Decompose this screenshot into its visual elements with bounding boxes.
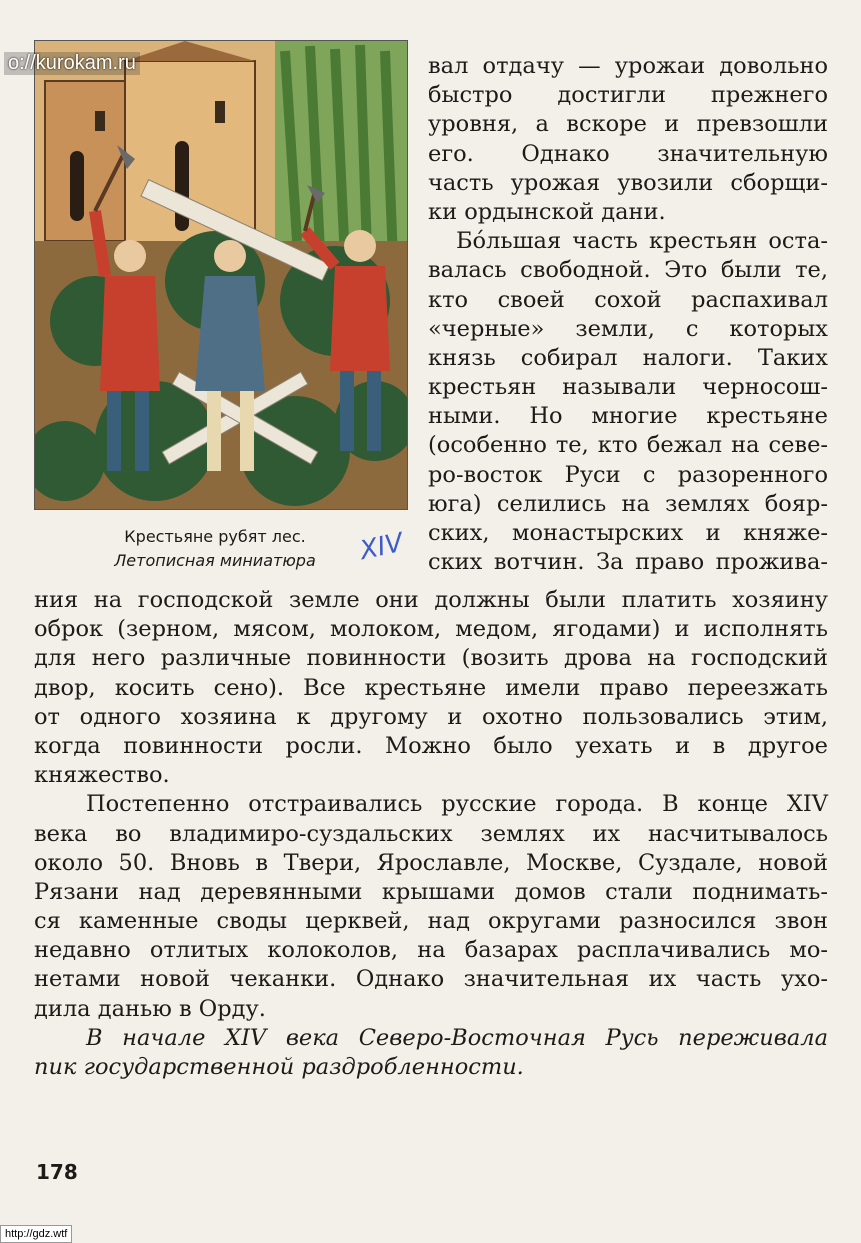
text-line: Бо́льшая часть крестьян оста-: [456, 228, 828, 255]
text-line: княжество.: [34, 762, 170, 789]
text-line: недавно отлитых колоколов, на базарах расплачивались мо-: [34, 937, 828, 964]
text-line: Рязани над деревянными крышами домов стали поднимать-: [34, 878, 828, 905]
caption-line-1: Крестьяне рубят лес.: [124, 527, 306, 546]
watermark-bottom[interactable]: http://gdz.wtf: [0, 1225, 72, 1243]
text-line: ских вотчин. За право прожива-: [428, 549, 828, 576]
text-line: ся каменные своды церквей, над округами разносился звон: [34, 908, 828, 935]
text-line: оброк (зерном, мясом, молоком, медом, ягодами) и исполнять: [34, 616, 828, 643]
text-line: «черные» земли, с которых: [428, 315, 828, 342]
text-line: князь собирал налоги. Таких: [428, 344, 828, 371]
text-line: дила данью в Орду.: [34, 995, 266, 1022]
text-line: юга) селились на землях бояр-: [428, 490, 828, 517]
text-line: валась свободной. Это были те,: [428, 257, 828, 284]
text-line: уровня, а вскоре и превзошли: [428, 111, 828, 138]
text-line: крестьян называли черносош-: [428, 374, 828, 401]
text-line: пик государственной раздробленности.: [34, 1054, 524, 1080]
caption-line-2: Летописная миниатюра: [114, 551, 316, 570]
handwritten-note: XIV: [357, 527, 406, 567]
text-line: часть урожая увозили сборщи-: [428, 169, 828, 196]
text-line: ки ордынской дани.: [428, 198, 666, 225]
illustration-caption: [90, 525, 340, 573]
text-column-right: [428, 52, 828, 577]
chronicle-miniature-illustration: [34, 40, 408, 510]
text-line: ро-восток Руси с разоренного: [428, 461, 828, 488]
text-line: двор, косить сено). Все крестьяне имели право переезжать: [34, 674, 828, 701]
text-line: нетами новой чеканки. Однако значительная их часть ухо-: [34, 966, 828, 993]
text-line: кто своей сохой распахивал: [428, 286, 828, 313]
text-line: от одного хозяина к другому и охотно пользовались этим,: [34, 703, 828, 730]
page-number: 178: [36, 1160, 78, 1184]
text-line: его. Однако значительную: [428, 140, 828, 167]
text-line: быстро достигли прежнего: [428, 82, 828, 109]
text-line: около 50. Вновь в Твери, Ярославле, Москве, Суздале, новой: [34, 849, 828, 876]
text-line: ными. Но многие крестьяне: [428, 403, 828, 430]
text-line: Постепенно отстраивались русские города. В конце XIV: [86, 791, 828, 818]
peasants-chopping-forest-icon: [35, 41, 407, 509]
text-line: ских, монастырских и княже-: [428, 520, 828, 546]
text-line: (особенно те, кто бежал на севе-: [428, 432, 828, 459]
text-line: для него различные повинности (возить дрова на господский: [34, 645, 828, 672]
italic-summary: [34, 1024, 828, 1082]
text-line: века во владимиро-суздальских землях их насчитывалось: [34, 820, 828, 847]
text-column-full: [34, 586, 828, 1082]
text-line: В начале XIV века Северо-Восточная Русь переживала: [86, 1024, 828, 1051]
watermark-top[interactable]: o://kurokam.ru: [4, 52, 140, 75]
text-line: когда повинности росли. Можно было уехать и в другое: [34, 732, 828, 759]
text-line: ния на господской земле они должны были платить хозяину: [34, 587, 828, 613]
text-line: вал отдачу — урожаи довольно: [428, 53, 828, 79]
